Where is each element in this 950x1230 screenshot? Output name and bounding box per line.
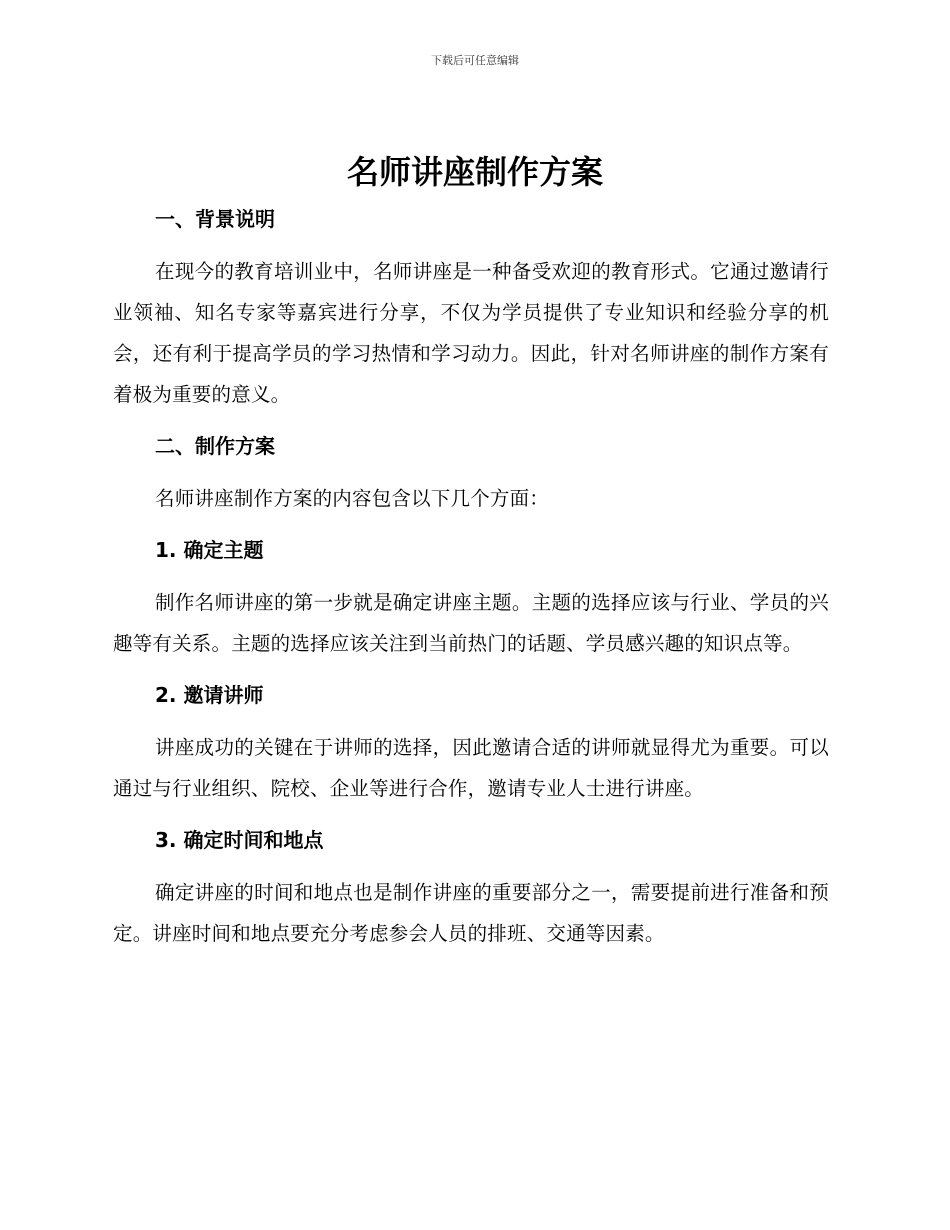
document-title: 名师讲座制作方案 — [346, 153, 603, 191]
paragraph-time-place: 确定讲座的时间和地点也是制作讲座的重要部分之一，需要提前进行准备和预定。讲座时间和地点要充分考虑参会人员的排班、交通等因素。 — [113, 881, 829, 945]
section-heading-background: 一、背景说明 — [155, 207, 275, 231]
document-body — [113, 198, 829, 954]
paragraph-topic: 制作名师讲座的第一步就是确定讲座主题。主题的选择应该与行业、学员的兴趣等有关系。主题的选择应该关注到当前热门的话题、学员感兴趣的知识点等。 — [113, 591, 829, 655]
paragraph-background: 在现今的教育培训业中，名师讲座是一种备受欢迎的教育形式。它通过邀请行业领袖、知名专家等嘉宾进行分享，不仅为学员提供了专业知识和经验分享的机会，还有利于提高学员的学习热情和学习动力。因此，针对名师讲座的制作方案有着极为重要的意义。 — [113, 260, 829, 406]
paragraph-lecturer: 讲座成功的关键在于讲师的选择，因此邀请合适的讲师就显得尤为重要。可以通过与行业组织、院校、企业等进行合作，邀请专业人士进行讲座。 — [113, 736, 829, 800]
paragraph-plan-intro: 名师讲座制作方案的内容包含以下几个方面： — [155, 487, 550, 510]
section-heading-time-place: 3. 确定时间和地点 — [155, 828, 324, 852]
section-heading-lecturer: 2. 邀请讲师 — [155, 683, 264, 707]
section-heading-topic: 1. 确定主题 — [155, 538, 264, 562]
section-heading-plan: 二、制作方案 — [155, 434, 275, 458]
page-header-note: 下载后可任意编辑 — [431, 54, 519, 67]
